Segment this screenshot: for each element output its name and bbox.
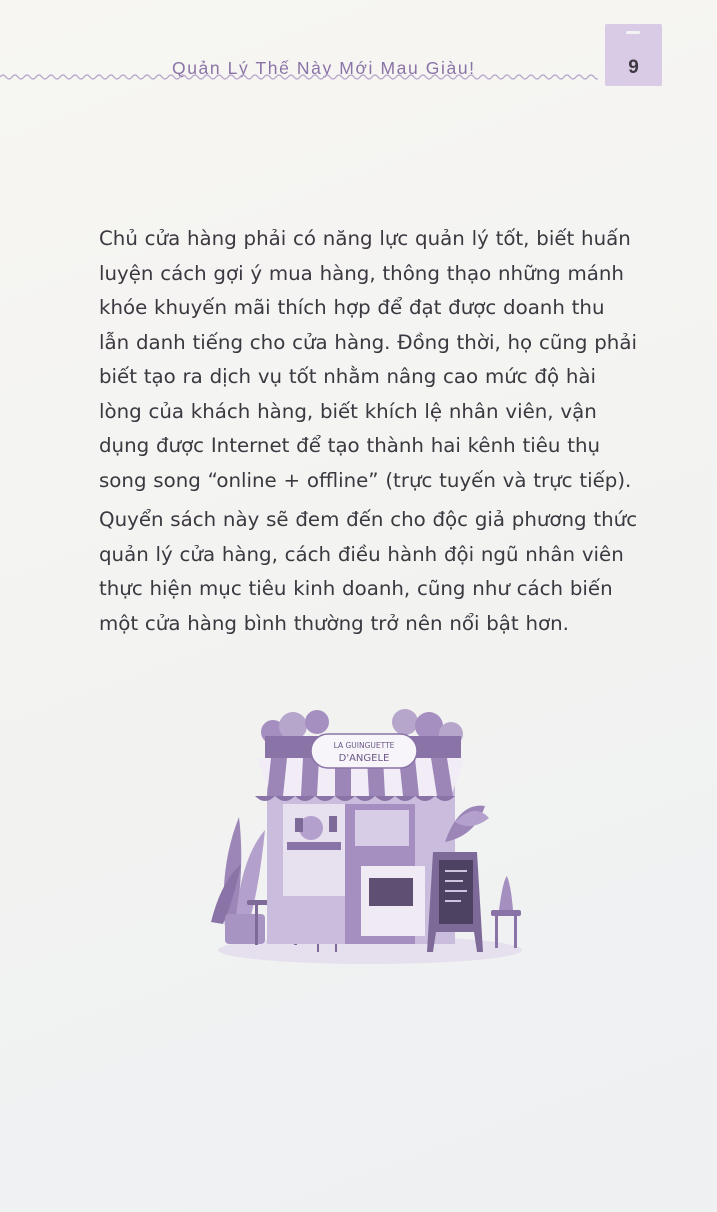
sign-line-2: D'ANGELE [338, 753, 390, 764]
storefront-illustration [205, 692, 525, 972]
paragraph-2: Quyển sách này sẽ đem đến cho độc giả phương thức quản lý cửa hàng, cách điều hành đội ngũ nhân viên thực hiện mục tiêu kinh doanh, cũng như cách biến một cửa hàng bình thường trở nên nổi bật hơn. [99, 508, 638, 635]
page-number-tab [605, 24, 662, 86]
page-number: 9 [628, 57, 639, 78]
wavy-divider [0, 71, 598, 83]
shop-building [267, 784, 455, 944]
shop-sign [311, 734, 417, 768]
paragraph-1: Chủ cửa hàng phải có năng lực quản lý tốt, biết huấn luyện cách gợi ý mua hàng, thông thạo những mánh khóe khuyến mãi thích hợp để đạt được doanh thu lẫn danh tiếng cho cửa hàng. Đồng thời, họ cũng phải biết tạo ra dịch vụ tốt nhằm nâng cao mức độ hài lòng của khách hàng, biết khích lệ nhân viên, vận dụng được Internet để tạo thành hai kênh tiêu thụ song song “online + offline” (trực tuyến và trực tiếp). [99, 227, 637, 492]
tab-notch [626, 31, 640, 34]
header-title: Quản Lý Thế Này Mới Mau Giàu! [172, 58, 476, 78]
sign-line-1: LA GUINGUETTE [333, 741, 395, 750]
